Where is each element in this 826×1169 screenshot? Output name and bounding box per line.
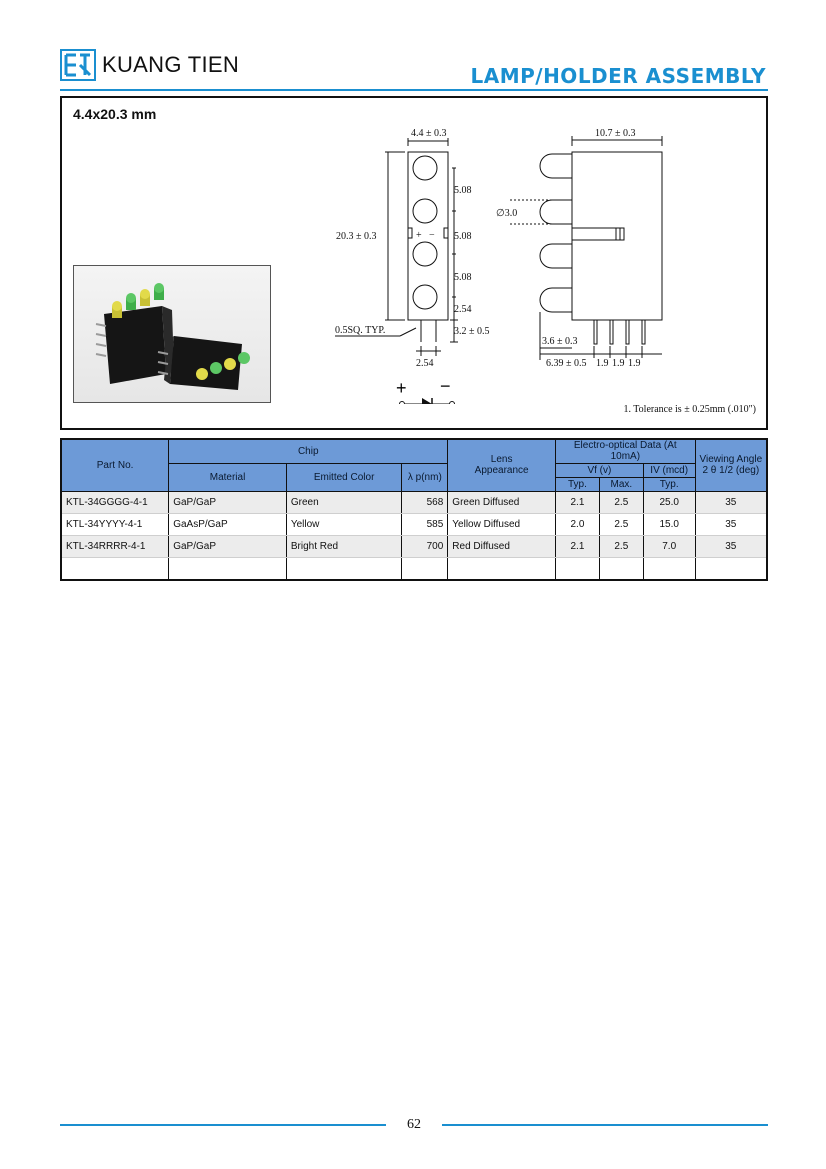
- dim-p2: 1.9: [612, 358, 625, 369]
- cell-iv: 15.0: [643, 513, 695, 535]
- cell-lens: Yellow Diffused: [448, 513, 556, 535]
- company-logo: [60, 48, 239, 82]
- spec-table: [60, 438, 768, 581]
- footer-rule-left: [60, 1124, 386, 1126]
- brand-name: KUANG TIEN: [102, 52, 240, 77]
- cell-vf-typ: 2.1: [556, 491, 600, 513]
- header-emitted-color: Emitted Color: [286, 463, 402, 491]
- table-row-empty: [61, 557, 767, 580]
- dim-pin-sq: 0.5SQ. TYP.: [335, 325, 386, 336]
- cell-iv: 25.0: [643, 491, 695, 513]
- header-iv-typ: Typ.: [643, 477, 695, 491]
- dim-lead-offset: 3.6 ± 0.3: [542, 336, 578, 347]
- header-material: Material: [169, 463, 287, 491]
- dim-side-pitch: 6.39 ± 0.5: [546, 358, 587, 369]
- cell-part: KTL-34RRRR-4-1: [61, 535, 169, 557]
- cell-lambda: 568: [402, 491, 448, 513]
- polarity-minus-mark: −: [429, 230, 435, 241]
- cell-iv: 7.0: [643, 535, 695, 557]
- cell-vf-typ: 2.0: [556, 513, 600, 535]
- cell-color: Green: [286, 491, 402, 513]
- cell-angle: 35: [695, 513, 767, 535]
- dim-pitch3: 5.08: [454, 272, 472, 283]
- cell-lens: Green Diffused: [448, 491, 556, 513]
- polarity-minus: −: [440, 376, 451, 396]
- cell-part: KTL-34YYYY-4-1: [61, 513, 169, 535]
- header-rule: [60, 89, 768, 91]
- dim-pitch1: 5.08: [454, 185, 472, 196]
- cell-angle: 35: [695, 535, 767, 557]
- cell-vf-max: 2.5: [599, 513, 643, 535]
- dimension-drawing: [330, 124, 770, 404]
- cell-vf-max: 2.5: [599, 535, 643, 557]
- dim-pin-len: 3.2 ± 0.5: [454, 326, 490, 337]
- cell-material: GaAsP/GaP: [169, 513, 287, 535]
- cell-lambda: 585: [402, 513, 448, 535]
- polarity-plus: +: [396, 378, 407, 398]
- cell-lambda: 700: [402, 535, 448, 557]
- dim-bottom: 2.54: [454, 304, 472, 315]
- header-viewing: Viewing Angle 2 θ 1/2 (deg): [695, 439, 767, 491]
- cell-lens: Red Diffused: [448, 535, 556, 557]
- footer-rule-right: [442, 1124, 768, 1126]
- header-iv: IV (mcd): [643, 463, 695, 477]
- polarity-plus-mark: +: [416, 230, 422, 241]
- dim-pin-pitch: 2.54: [416, 358, 434, 369]
- diode-symbol-icon: [396, 376, 455, 404]
- cell-part: KTL-34GGGG-4-1: [61, 491, 169, 513]
- table-row: [61, 513, 767, 535]
- header-vf: Vf (v): [556, 463, 644, 477]
- product-photo: [73, 265, 271, 403]
- header-vf-max: Max.: [599, 477, 643, 491]
- page-number: 62: [407, 1117, 421, 1132]
- header-lens: Lens Appearance: [448, 439, 556, 491]
- header-part-no: Part No.: [61, 439, 169, 491]
- header-lambda: λ p(nm): [402, 463, 448, 491]
- table-row: [61, 491, 767, 513]
- header-chip: Chip: [169, 439, 448, 463]
- cell-vf-typ: 2.1: [556, 535, 600, 557]
- header-vf-typ: Typ.: [556, 477, 600, 491]
- dim-side-width: 10.7 ± 0.3: [595, 128, 636, 139]
- kt-logo-icon: [60, 49, 96, 81]
- cell-color: Bright Red: [286, 535, 402, 557]
- cell-material: GaP/GaP: [169, 491, 287, 513]
- dim-p1: 1.9: [596, 358, 609, 369]
- dim-p3: 1.9: [628, 358, 641, 369]
- cell-material: GaP/GaP: [169, 535, 287, 557]
- cell-angle: 35: [695, 491, 767, 513]
- page-title: LAMP/HOLDER ASSEMBLY: [470, 64, 766, 88]
- tolerance-note: 1. Tolerance is ± 0.25mm (.010"): [623, 404, 756, 415]
- dim-lens-dia: ∅3.0: [496, 208, 518, 219]
- dim-height: 20.3 ± 0.3: [336, 231, 377, 242]
- dim-pitch2: 5.08: [454, 231, 472, 242]
- cell-vf-max: 2.5: [599, 491, 643, 513]
- header-eo: Electro-optical Data (At 10mA): [556, 439, 696, 463]
- table-row: [61, 535, 767, 557]
- size-label: 4.4x20.3 mm: [73, 106, 157, 122]
- dim-width: 4.4 ± 0.3: [411, 128, 447, 139]
- cell-color: Yellow: [286, 513, 402, 535]
